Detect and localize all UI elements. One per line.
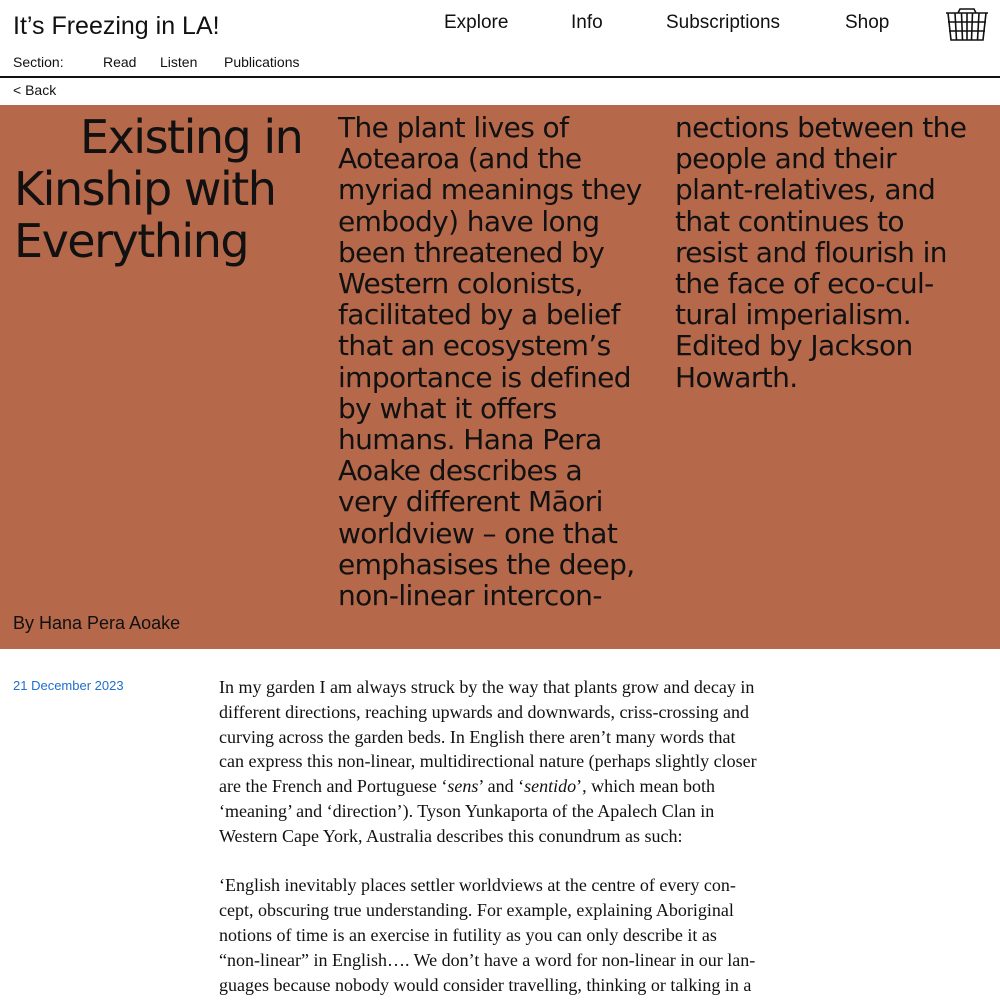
header-divider	[0, 76, 1000, 78]
standfirst-line: The plant lives of	[338, 111, 569, 144]
paragraph-line: different directions, reaching upwards and downwards, criss-crossing and	[219, 701, 750, 722]
standfirst-line: Howarth.	[675, 360, 798, 394]
standfirst-line: people and their	[675, 142, 897, 176]
standfirst-line: been threatened by	[338, 235, 605, 269]
standfirst-line: myriad meanings they	[338, 173, 642, 207]
text-run: ’ and ‘	[478, 776, 525, 797]
section-listen[interactable]: Listen	[160, 54, 198, 70]
standfirst-line: Aoake describes a	[338, 454, 583, 488]
italic-term-sentido: sentido	[524, 776, 577, 797]
standfirst-line: embody) have long	[338, 204, 600, 238]
standfirst-line: emphasises the deep,	[338, 547, 635, 581]
standfirst-line: facilitated by a belief	[338, 298, 620, 332]
standfirst-line: Aotearoa (and the	[338, 142, 582, 176]
paragraph-line: curving across the garden beds. In English there aren’t many words that	[219, 726, 736, 747]
nav-explore[interactable]: Explore	[444, 12, 509, 33]
standfirst-line: by what it offers	[338, 391, 557, 425]
standfirst-line: importance is defined	[338, 360, 631, 394]
shopping-basket-icon[interactable]	[944, 8, 990, 42]
section-read[interactable]: Read	[103, 54, 137, 70]
standfirst-line: Western colonists,	[338, 267, 583, 301]
paragraph-line: In my garden I am always struck by the way that plants grow and decay in	[219, 677, 755, 697]
standfirst-column-2	[675, 112, 1000, 393]
article-paragraph	[219, 675, 789, 849]
nav-info[interactable]: Info	[571, 12, 603, 33]
standfirst-line: nections between the	[675, 111, 967, 144]
standfirst-column-1	[338, 112, 668, 611]
nav-shop[interactable]: Shop	[845, 12, 890, 33]
text-run: ’, which mean both	[576, 776, 716, 797]
paragraph-line: “non-linear” in English…. We don’t have a word for non-linear in our lan-	[219, 949, 756, 970]
standfirst-line: tural imperialism.	[675, 298, 912, 332]
standfirst-line: very different Māori	[338, 485, 603, 519]
standfirst-line: that an ecosystem’s	[338, 329, 611, 363]
standfirst-line: the face of eco-cul-	[675, 267, 934, 301]
standfirst-line: that continues to	[675, 204, 904, 238]
back-link[interactable]: < Back	[13, 82, 57, 98]
publish-date: 21 December 2023	[13, 678, 124, 693]
paragraph-line: can express this non-linear, multidirectional nature (perhaps slightly closer	[219, 751, 757, 772]
paragraph-line	[219, 774, 789, 799]
standfirst-line: Edited by Jackson	[675, 329, 913, 363]
standfirst-line: resist and flourish in	[675, 235, 947, 269]
standfirst-line: non-linear intercon-	[338, 579, 602, 613]
article-hero	[0, 105, 1000, 649]
text-run: are the French and Portuguese ‘	[219, 776, 448, 797]
paragraph-line: guages because nobody would consider travelling, thinking or talking in a	[219, 974, 752, 995]
article-title	[14, 111, 344, 267]
site-title-link[interactable]: It’s Freezing in LA!	[13, 12, 220, 40]
paragraph-line: ‘meaning’ and ‘direction’). Tyson Yunkaporta of the Apalech Clan in	[219, 800, 715, 821]
standfirst-line: worldview – one that	[338, 516, 618, 550]
article-title-line: Kinship with	[14, 162, 276, 216]
italic-term-sens: sens	[447, 776, 479, 797]
author-byline: By Hana Pera Aoake	[13, 613, 181, 633]
article-body	[219, 675, 789, 1000]
section-label: Section:	[13, 54, 64, 70]
article-quote	[219, 873, 789, 997]
shopping-basket-icon-graphic	[944, 8, 990, 42]
article-title-line: Existing in	[80, 110, 303, 164]
paragraph-line: cept, obscuring true understanding. For example, explaining Aboriginal	[219, 900, 734, 921]
paragraph-line: ‘English inevitably places settler worldviews at the centre of every con-	[219, 875, 736, 896]
standfirst-line: plant-relatives, and	[675, 173, 936, 207]
article-title-line: Everything	[14, 214, 249, 268]
standfirst-line: humans. Hana Pera	[338, 423, 602, 457]
paragraph-line: Western Cape York, Australia describes this conundrum as such:	[219, 825, 683, 846]
section-publications[interactable]: Publications	[224, 54, 300, 70]
nav-subscriptions[interactable]: Subscriptions	[666, 12, 781, 33]
paragraph-line: notions of time is an exercise in futility as you can only describe it as	[219, 924, 717, 945]
